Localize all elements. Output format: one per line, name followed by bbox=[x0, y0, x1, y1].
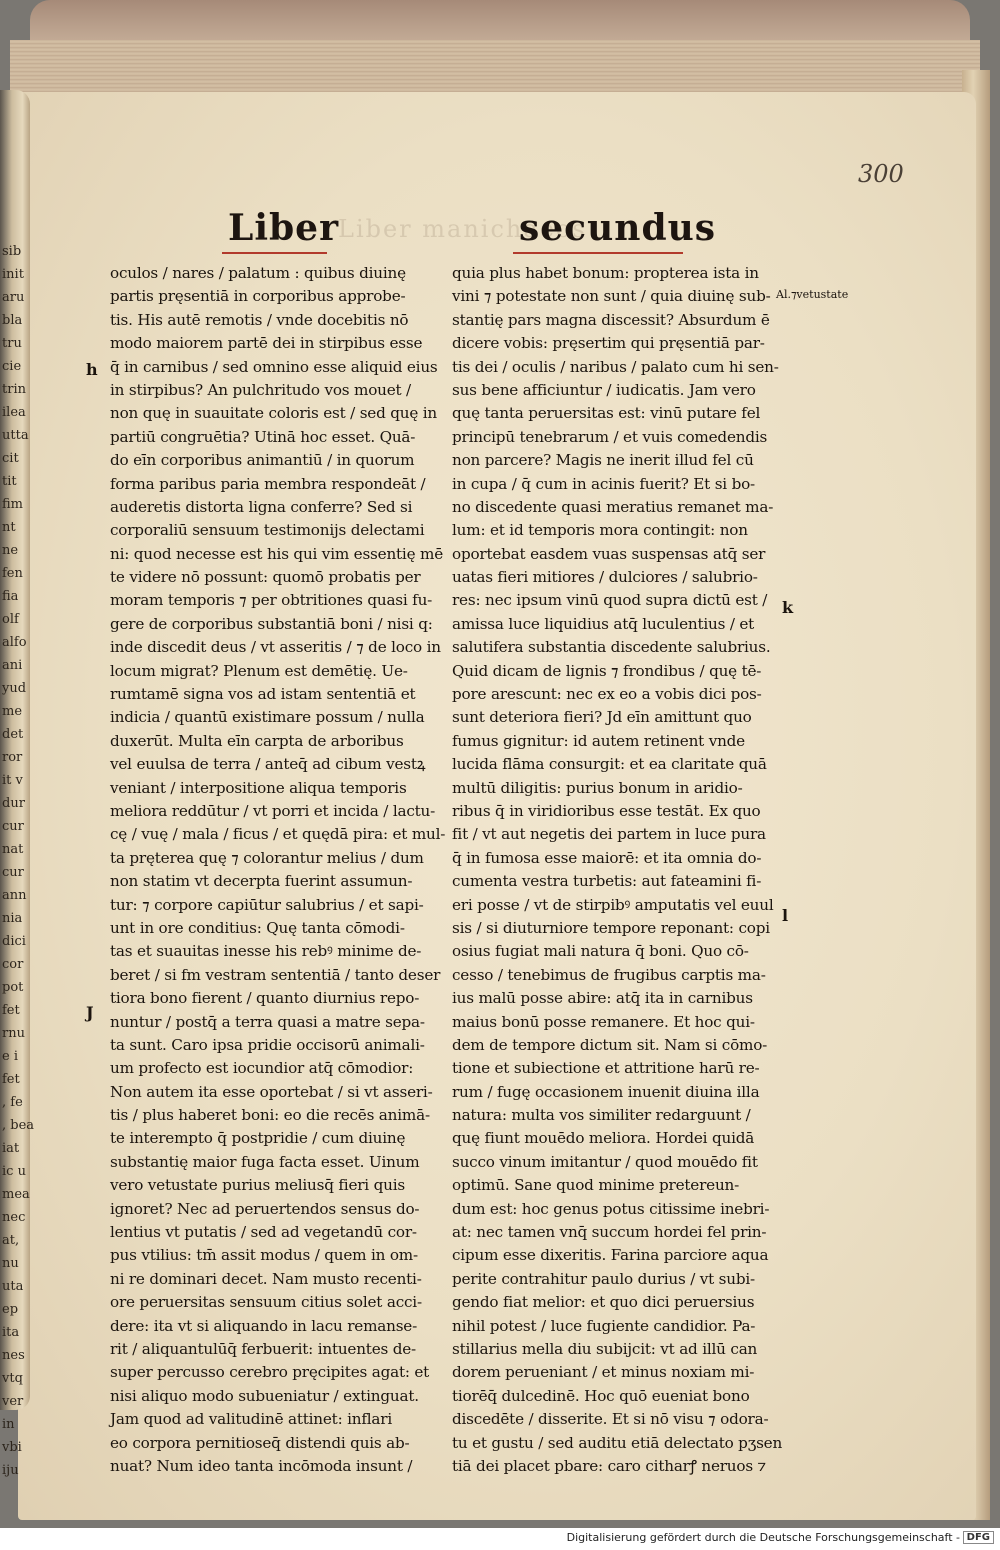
text-line: quę tanta peruersitas est: vinū putare fel bbox=[452, 404, 761, 423]
text-line: cę / vuę / mala / ficus / et quędā pira: et mul- bbox=[110, 825, 446, 844]
text-line: super percusso cerebro pręcipites agat: et bbox=[110, 1363, 430, 1382]
dfg-logo: DFG bbox=[963, 1531, 994, 1544]
text-line: duxerūt. Multa eīn carpta de arboribus bbox=[110, 731, 404, 750]
text-line: auderetis distorta ligna conferre? Sed si bbox=[110, 497, 413, 516]
text-line: partis pręsentiā in corporibus approbe- bbox=[110, 287, 406, 306]
verso-fragment: , bea bbox=[2, 1118, 35, 1133]
verso-fragment: pot bbox=[2, 980, 24, 995]
text-line: rumtamē signa vos ad istam sententiā et bbox=[110, 685, 416, 704]
text-line: stantię pars magna discessit? Absurdum ē bbox=[452, 310, 770, 329]
text-line: discedēte / disserite. Et si nō visu ⁊ odora- bbox=[452, 1410, 769, 1429]
margin-letter-l: l bbox=[782, 906, 789, 925]
text-line: salutifera substantia discedente salubrius. bbox=[452, 638, 771, 657]
text-line: amissa luce liquidius atq̄ luculentius / et bbox=[452, 614, 755, 633]
verso-fragment: vbi bbox=[2, 1440, 22, 1455]
text-line: vero vetustate purius meliusq̄ fieri quis bbox=[110, 1176, 405, 1195]
text-line: lum: et id temporis mora contingit: non bbox=[452, 521, 748, 540]
verso-fragment: cur bbox=[2, 819, 24, 834]
text-line: in cupa / q̄ cum in acinis fuerit? Et si bo- bbox=[452, 474, 755, 493]
verso-fragment: mea bbox=[2, 1187, 30, 1202]
text-line: vel euulsa de terra / anteq̄ ad cibum vestꝝ bbox=[110, 755, 426, 774]
verso-fragment: alfo bbox=[2, 635, 27, 650]
verso-page-edge bbox=[0, 90, 35, 1478]
text-column-left bbox=[110, 262, 446, 1478]
margin-letter-k: k bbox=[782, 598, 794, 617]
text-line: nuntur / postq̄ a terra quasi a matre sepa- bbox=[110, 1012, 425, 1031]
verso-fragment: nes bbox=[2, 1348, 25, 1363]
show-through-text: Liber manichaeos bbox=[338, 215, 587, 243]
verso-fragment: ita bbox=[2, 1325, 20, 1340]
text-line: oculos / nares / palatum : quibus diuinę bbox=[110, 264, 406, 282]
text-line: nisi aliquo modo subueniatur / extinguat. bbox=[110, 1386, 419, 1405]
text-line: sus bene afficiuntur / iudicatis. Jam vero bbox=[452, 380, 756, 399]
text-line: perite contrahitur paulo durius / vt subi- bbox=[452, 1269, 755, 1288]
text-line: maius bonū posse remanere. Et hoc qui- bbox=[452, 1012, 755, 1031]
text-line: osius fugiat mali natura q̄ boni. Quo cō- bbox=[452, 942, 749, 961]
verso-fragment: fen bbox=[2, 566, 23, 581]
text-line: principū tenebrarum / et vuis comedendis bbox=[452, 427, 768, 446]
verso-fragment: iju bbox=[2, 1463, 19, 1478]
text-line: indicia / quantū existimare possum / nulla bbox=[110, 708, 425, 727]
verso-fragment: tru bbox=[2, 336, 22, 351]
text-line: meliora reddūtur / vt porri et incida / lactu- bbox=[110, 801, 436, 820]
verso-fragment: utta bbox=[2, 428, 29, 443]
text-line: te videre nō possunt: quomō probatis per bbox=[110, 568, 421, 587]
verso-fragment: nt bbox=[2, 520, 16, 535]
text-line: fumus gignitur: id autem retinent vnde bbox=[452, 731, 745, 750]
text-line: ribus q̄ in viridioribus esse testāt. Ex quo bbox=[452, 801, 761, 820]
text-line: tiorēq̄ dulcedinē. Hoc quō eueniat bono bbox=[452, 1386, 750, 1405]
text-line: Jam quod ad valitudinē attinet: inflari bbox=[110, 1410, 393, 1429]
verso-fragment: iat bbox=[2, 1141, 20, 1156]
text-line: nuat? Num ideo tanta incōmoda insunt / bbox=[110, 1456, 413, 1475]
verso-text-fragments bbox=[2, 240, 35, 1478]
text-line: ni re dominari decet. Nam musto recenti- bbox=[110, 1269, 422, 1288]
text-line: in stirpibus? An pulchritudo vos mouet / bbox=[110, 380, 411, 399]
text-line: gere de corporibus substantiā boni / nisi q: bbox=[110, 614, 433, 633]
text-line: forma paribus paria membra respondeāt / bbox=[110, 474, 426, 493]
text-line: lentius vt putatis / sed ad vegetandū cor- bbox=[110, 1223, 417, 1242]
text-line: te interempto q̄ postpridie / cum diuinę bbox=[110, 1129, 406, 1148]
verso-fragment: det bbox=[2, 727, 24, 742]
verso-fragment: bla bbox=[2, 313, 23, 328]
text-line: tis. His autē remotis / vnde docebitis nō bbox=[110, 310, 409, 329]
text-line: ignoret? Nec ad peruertendos sensus do- bbox=[110, 1199, 420, 1218]
text-line: dicere vobis: pręsertim qui pręsentiā par- bbox=[452, 334, 765, 353]
text-line: stillarius mella diu subijcit: vt ad illū can bbox=[452, 1339, 758, 1358]
verso-fragment: ne bbox=[2, 543, 19, 558]
verso-fragment: ani bbox=[2, 658, 23, 673]
verso-fragment: rnu bbox=[2, 1026, 25, 1041]
verso-fragment: sib bbox=[2, 244, 22, 259]
text-line: optimū. Sane quod minime pretereun- bbox=[452, 1176, 740, 1195]
text-line: non quę in suauitate coloris est / sed quę in bbox=[110, 404, 438, 423]
text-line: modo maiorem partē dei in stirpibus esse bbox=[110, 334, 423, 353]
verso-fragment: nec bbox=[2, 1210, 26, 1225]
verso-fragment: ilea bbox=[2, 405, 26, 420]
verso-fragment: it v bbox=[2, 773, 23, 788]
running-title-right: secundus bbox=[519, 207, 717, 249]
text-line: sis / si diuturniore tempore reponant: copi bbox=[452, 918, 770, 937]
text-line: q̄ in fumosa esse maiorē: et ita omnia do- bbox=[452, 848, 762, 867]
verso-fragment: tit bbox=[2, 474, 17, 489]
text-line: tis dei / oculis / naribus / palato cum hi sen- bbox=[452, 357, 779, 376]
text-line: ta pręterea quę ⁊ colorantur melius / dum bbox=[110, 848, 424, 867]
text-line: Non autem ita esse oportebat / si vt asseri- bbox=[110, 1082, 433, 1101]
text-line: tione et subiectione et attritione harū re- bbox=[452, 1059, 760, 1078]
text-column-right bbox=[452, 262, 783, 1478]
verso-fragment: ver bbox=[2, 1394, 24, 1409]
verso-fragment: trin bbox=[2, 382, 26, 397]
text-line: eri posse / vt de stirpibꝰ amputatis vel euul bbox=[452, 895, 774, 914]
text-line: Quid dicam de lignis ⁊ frondibus / quę tē- bbox=[452, 661, 762, 680]
text-line: pore arescunt: nec ex eo a vobis dici pos- bbox=[452, 685, 762, 704]
verso-fragment: dur bbox=[2, 796, 25, 811]
text-line: cumenta vestra turbetis: aut fateamini fi- bbox=[452, 872, 762, 891]
verso-fragment: aru bbox=[2, 290, 25, 305]
text-line: dorem perueniant / et minus noxiam mi- bbox=[452, 1363, 755, 1382]
text-line: dere: ita vt si aliquando in lacu remanse- bbox=[110, 1316, 418, 1335]
text-line: succo vinum imitantur / quod mouēdo fit bbox=[452, 1152, 758, 1171]
text-line: multū diligitis: purius bonum in aridio- bbox=[452, 778, 743, 797]
rubric-underline-right bbox=[513, 252, 683, 254]
text-line: partiū congruētia? Utinā hoc esset. Quā- bbox=[110, 427, 416, 446]
text-line: tu et gustu / sed auditu etiā delectato pʒsen bbox=[452, 1433, 783, 1452]
text-line: ta sunt. Caro ipsa pridie occisorū animali- bbox=[110, 1035, 425, 1054]
text-line: quę fiunt mouēdo meliora. Hordei quidā bbox=[452, 1129, 755, 1148]
text-line: rum / fugę occasionem inuenit diuina illa bbox=[452, 1082, 760, 1101]
margin-letter-h: h bbox=[86, 360, 98, 379]
verso-fragment: cor bbox=[2, 957, 24, 972]
text-line: locum migrat? Plenum est demētię. Ue- bbox=[110, 661, 408, 680]
text-line: fit / vt aut negetis dei partem in luce pura bbox=[452, 825, 766, 844]
verso-fragment: cur bbox=[2, 865, 24, 880]
text-line: ore peruersitas sensuum citius solet acci- bbox=[110, 1293, 422, 1312]
verso-fragment: olf bbox=[2, 612, 19, 627]
text-line: unt in ore conditius: Quę tanta cōmodi- bbox=[110, 918, 405, 937]
text-line: at: nec tamen vnq̄ succum hordei fel prin- bbox=[452, 1223, 767, 1242]
text-line: corporaliū sensuum testimonijs delectami bbox=[110, 521, 425, 540]
text-line: dem de tempore dictum sit. Nam si cōmo- bbox=[452, 1035, 768, 1054]
text-line: tas et suauitas inesse his rebꝰ minime de- bbox=[110, 942, 422, 961]
verso-fragment: e i bbox=[2, 1049, 18, 1064]
verso-fragment: ror bbox=[2, 750, 23, 765]
text-line: dum est: hoc genus potus citissime inebri- bbox=[452, 1199, 770, 1218]
verso-fragment: ann bbox=[2, 888, 27, 903]
verso-fragment: vtq bbox=[2, 1371, 23, 1386]
folio-number: 300 bbox=[858, 160, 904, 188]
verso-fragment: fia bbox=[2, 589, 19, 604]
text-line: tur: ⁊ corpore capiūtur salubrius / et sapi- bbox=[110, 895, 424, 914]
text-line: beret / si fm vestram sententiā / tanto deser bbox=[110, 965, 441, 984]
text-line: ius malū posse abire: atq̄ ita in carnibus bbox=[452, 989, 753, 1008]
text-line: non parcere? Magis ne inerit illud fel cū bbox=[452, 451, 754, 470]
text-line: q̄ in carnibus / sed omnino esse aliquid eius bbox=[110, 357, 438, 376]
verso-fragment: me bbox=[2, 704, 23, 719]
text-line: substantię maior fuga facta esset. Uinum bbox=[110, 1152, 420, 1171]
text-line: res: nec ipsum vinū quod supra dictū est / bbox=[452, 591, 768, 610]
funding-credit: Digitalisierung gefördert durch die Deutsche Forschungsgemeinschaft - bbox=[566, 1531, 960, 1544]
text-line: rit / aliquantulūq̄ ferbuerit: intuentes de- bbox=[110, 1339, 416, 1358]
verso-fragment: yud bbox=[2, 681, 27, 696]
text-line: gendo fiat melior: et quo dici peruersius bbox=[452, 1293, 755, 1312]
verso-fragment: nia bbox=[2, 911, 23, 926]
verso-fragment: init bbox=[2, 267, 24, 282]
verso-fragment: cie bbox=[2, 359, 22, 374]
page-block-edge bbox=[10, 40, 980, 100]
text-line: tiora bono fierent / quanto diurnius repo- bbox=[110, 989, 420, 1008]
text-line: sunt deteriora fieri? Jd eīn amittunt quo bbox=[452, 708, 752, 727]
margin-note-variant: Al.⁊vetustate bbox=[776, 288, 849, 301]
verso-fragment: fet bbox=[2, 1072, 20, 1087]
footer-bar bbox=[0, 1528, 1000, 1550]
text-line: cesso / tenebimus de frugibus carptis ma- bbox=[452, 965, 766, 984]
verso-fragment: ic u bbox=[2, 1164, 26, 1179]
verso-fragment: dici bbox=[2, 934, 26, 949]
verso-fragment: fet bbox=[2, 1003, 20, 1018]
text-line: quia plus habet bonum: propterea ista in bbox=[452, 264, 759, 282]
text-line: moram temporis ⁊ per obtritiones quasi fu- bbox=[110, 591, 433, 610]
text-line: veniant / interpositione aliqua temporis bbox=[110, 778, 407, 797]
verso-fragment: cit bbox=[2, 451, 19, 466]
verso-fragment: uta bbox=[2, 1279, 24, 1294]
verso-fragment: nu bbox=[2, 1256, 19, 1271]
rubric-underline-left bbox=[222, 252, 327, 254]
text-line: eo corpora pernitioseq̄ distendi quis ab- bbox=[110, 1433, 410, 1452]
verso-fragment: ep bbox=[2, 1302, 19, 1317]
text-line: um profecto est iocundior atq̄ cōmodior: bbox=[110, 1059, 414, 1078]
text-line: inde discedit deus / vt asseritis / ⁊ de loco in bbox=[110, 638, 441, 657]
text-line: nihil potest / luce fugiente candidior. Pa- bbox=[452, 1316, 756, 1335]
text-line: cipum esse dixeritis. Farina parciore aqua bbox=[452, 1246, 769, 1265]
text-line: pus vtilius: tm̄ assit modus / quem in om- bbox=[110, 1246, 418, 1265]
verso-fragment: nat bbox=[2, 842, 24, 857]
text-line: non statim vt decerpta fuerint assumun- bbox=[110, 872, 413, 891]
verso-fragment: at, bbox=[2, 1233, 20, 1248]
verso-fragment: fim bbox=[2, 497, 23, 512]
text-line: ni: quod necesse est his qui vim essentię mē bbox=[110, 544, 443, 563]
text-line: natura: multa vos similiter redarguunt / bbox=[452, 1106, 751, 1125]
text-line: do eīn corporibus animantiū / in quorum bbox=[110, 451, 415, 470]
text-line: tiā dei placet pbare: caro citharꝭ neruos ⁊ bbox=[452, 1456, 767, 1475]
text-line: no discedente quasi meratius remanet ma- bbox=[452, 497, 774, 516]
verso-fragment: , fe bbox=[2, 1095, 23, 1110]
text-line: oportebat easdem vuas suspensas atq̄ ser bbox=[452, 544, 766, 563]
text-line: uatas fieri mitiores / dulciores / salubrio- bbox=[452, 568, 758, 587]
text-line: tis / plus haberet boni: eo die recēs animā- bbox=[110, 1106, 430, 1125]
text-line: lucida flāma consurgit: et ea claritate quā bbox=[452, 755, 767, 774]
verso-fragment: in bbox=[2, 1417, 15, 1432]
margin-letter-j: J bbox=[86, 1003, 94, 1022]
text-line: vini ⁊ potestate non sunt / quia diuinę sub- bbox=[452, 287, 771, 306]
running-title-left: Liber bbox=[228, 207, 340, 249]
